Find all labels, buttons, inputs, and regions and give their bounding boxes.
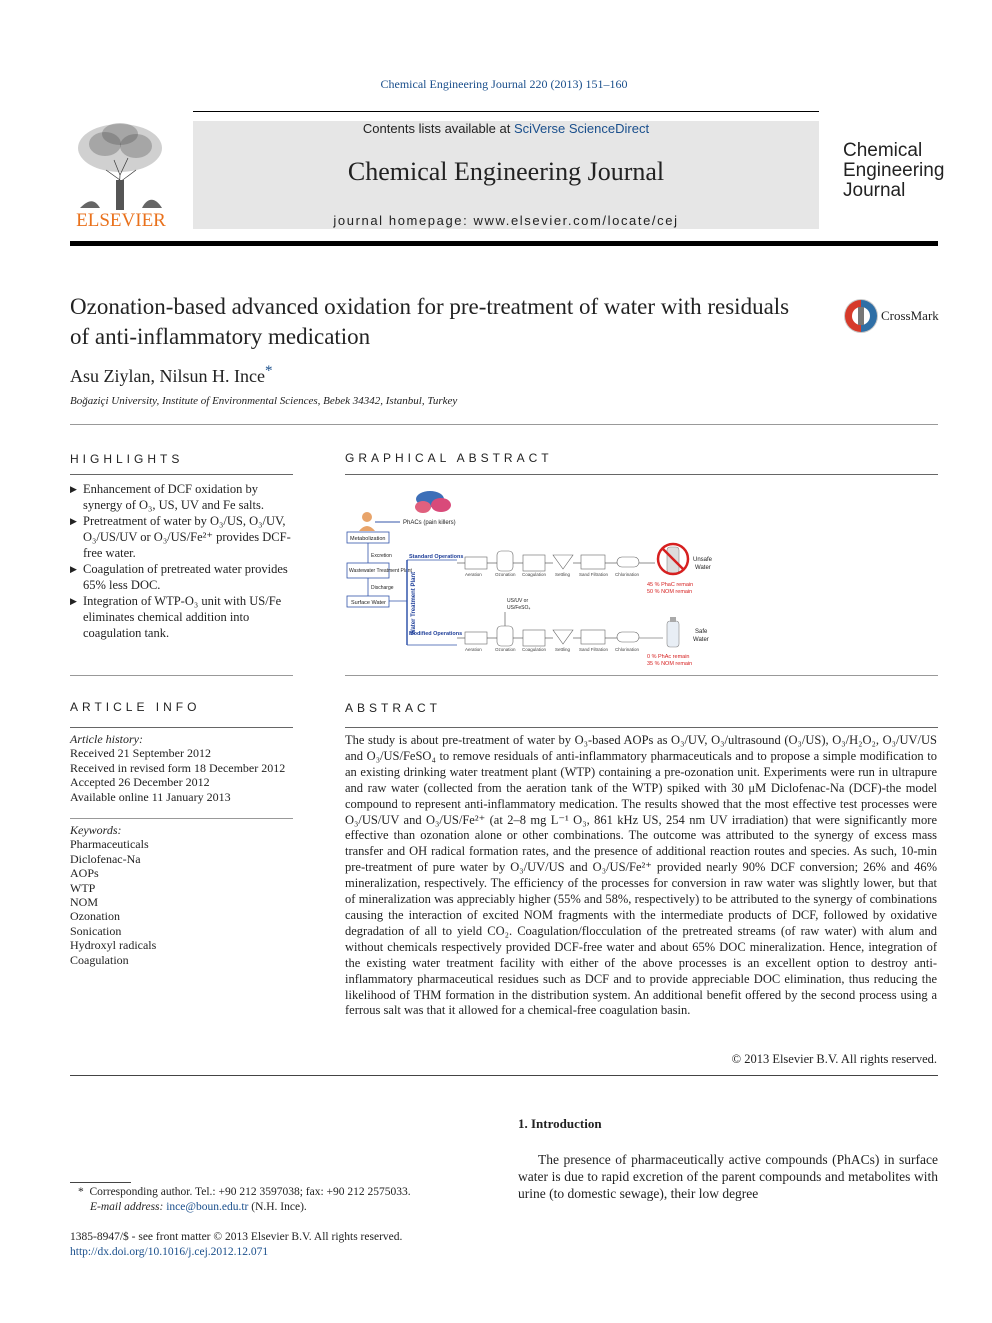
highlights-heading: HIGHLIGHTS	[70, 452, 184, 466]
keyword: AOPs	[70, 866, 99, 881]
journal-citation[interactable]: Chemical Engineering Journal 220 (2013) 151–160	[380, 77, 628, 91]
elsevier-wordmark: ELSEVIER	[76, 210, 166, 231]
step-label: Coagulation	[522, 647, 547, 652]
journal-logo-line: Journal	[843, 180, 906, 201]
keyword: WTP	[70, 880, 96, 895]
elsevier-logo[interactable]	[70, 120, 172, 232]
corresponding-author-footnote	[70, 1185, 490, 1215]
doi-link[interactable]: http://dx.doi.org/10.1016/j.cej.2012.12.071	[70, 1245, 269, 1258]
divider	[70, 474, 293, 475]
issn-block	[70, 1230, 402, 1259]
history-item: Received in revised form 18 December 2012	[70, 760, 286, 775]
graphical-abstract-heading: GRAPHICAL ABSTRACT	[345, 451, 553, 465]
modified-operations-label: Modified Operations	[409, 631, 463, 637]
unsafe-water-label: Water	[695, 565, 711, 571]
divider	[345, 727, 938, 728]
issn-line: 1385-8947/$ - see front matter © 2013 Elsevier B.V. All rights reserved.	[70, 1231, 403, 1243]
uv-option-label: US/FeSO₄	[507, 605, 531, 611]
discharge-label: Discharge	[371, 585, 394, 591]
history-item: Accepted 26 December 2012	[70, 775, 210, 790]
step-label: Sand Filtration	[579, 572, 609, 577]
elsevier-tree-icon	[70, 120, 172, 212]
keyword: Hydroxyl radicals	[70, 938, 157, 953]
keyword: Ozonation	[70, 909, 120, 924]
contents-prefix: Contents lists available at	[362, 121, 514, 136]
chlorination-unit	[617, 557, 639, 567]
wwtp-label: Wastewater Treatment Plant	[349, 568, 412, 574]
crossmark-icon	[843, 298, 879, 334]
surface-water-label: Surface Water	[351, 600, 386, 606]
author-names: Asu Ziylan, Nilsun H. Ince	[70, 366, 265, 386]
journal-logo	[843, 141, 944, 201]
standard-result: 50 % NOM remain	[647, 589, 693, 595]
step-label: Aeration	[465, 647, 482, 652]
keywords-label: Keywords:	[70, 823, 122, 837]
excretion-label: Excretion	[371, 553, 392, 559]
step-label: Coagulation	[522, 572, 547, 577]
coagulation-unit	[523, 630, 545, 646]
highlight-text: Integration of WTP-O₃ unit with US/Fe eliminates chemical addition into coagulation tank.	[83, 594, 282, 640]
modified-result: 35 % NOM remain	[647, 661, 693, 667]
uv-option-label: US/UV or	[507, 598, 529, 604]
standard-train	[465, 551, 639, 571]
journal-logo-line: Engineering	[843, 160, 945, 181]
introduction-text: The presence of pharmaceutically active compounds (PhACs) in surface water is due to rapid excretion of the parent compounds and metabolites with urine (to domestic sewage), their low degree	[518, 1152, 938, 1201]
graphical-abstract-figure	[345, 485, 725, 671]
unsafe-water-label: Unsafe	[693, 557, 713, 563]
divider	[345, 474, 938, 475]
divider	[345, 675, 938, 676]
water-bottle-icon	[667, 617, 679, 647]
list-item	[70, 561, 294, 593]
pills-icon	[415, 491, 451, 513]
divider	[70, 727, 293, 728]
history-item: Received 21 September 2012	[70, 746, 211, 761]
affiliation: Boğaziçi University, Institute of Environmental Sciences, Bebek 34342, Istanbul, Turkey	[70, 395, 458, 407]
ozonation-unit	[497, 626, 513, 646]
keyword: Sonication	[70, 923, 122, 938]
contents-line	[193, 121, 819, 136]
safe-water-label: Water	[693, 637, 709, 643]
modified-result: 0 % PhAc remain	[647, 654, 690, 660]
step-label: Settling	[555, 572, 571, 577]
step-label: Ozonation	[495, 572, 516, 577]
phacs-label: PhACs (pain killers)	[403, 520, 456, 526]
author-list	[70, 363, 272, 387]
settling-unit	[553, 555, 573, 569]
step-label: Aeration	[465, 572, 482, 577]
keyword: Coagulation	[70, 952, 129, 967]
crossmark-badge[interactable]	[843, 298, 943, 334]
divider	[70, 424, 938, 425]
settling-unit	[553, 630, 573, 644]
email-label: E-mail address:	[90, 1201, 164, 1213]
email-suffix: (N.H. Ince).	[248, 1201, 307, 1213]
keyword: Diclofenac-Na	[70, 851, 141, 866]
copyright-notice: © 2013 Elsevier B.V. All rights reserved.	[731, 1052, 937, 1066]
abstract-heading: ABSTRACT	[345, 701, 442, 715]
list-item	[70, 513, 294, 561]
footnote-mark: *	[78, 1186, 84, 1198]
corresponding-author-mark[interactable]: *	[264, 363, 273, 379]
sand-filtration-unit	[581, 555, 605, 569]
no-bottle-icon	[658, 544, 688, 574]
footnote-contact: Corresponding author. Tel.: +90 212 3597038; fax: +90 212 2575033.	[89, 1186, 411, 1198]
article-history	[70, 732, 300, 804]
abstract-text: The study is about pre-treatment of water by O₃-based AOPs as O₃/UV, O₃/ultrasound (O₃/US), O₃/H₂O₂, O₃/UV/US and O₃/US/FeSO₄ to remove residuals of anti-inflammatory pharmaceuticals and to propose a simple modification to an existing drinking water treatment plant (WTP) containing a pre-ozonation unit. Experiments were run in ultrapure and raw water (collected from the aeration tank of the WTP) spiked with 30 μM Diclofenac-Na (DCF)-the model compound to represent anti-inflammatory medication. The results showed that the most effective test processes were O₃/US/UV and O₃/US/Fe²⁺ (at 2–8 mg L⁻¹ O₃, 861 kHz US, 254 nm UV irradiation) that were significantly more effective than ozonation alone or other combinations. The outcome was attributed to the synergy of excess mass transfer and OH radical formation rates, and the presence of additional reaction routes and species. As such, 10-min pre-treatment of pure water by O₃/UV/US and O₃/US/Fe²⁺ provided nearly 90% DCF conversion; 26% and 46% mineralization, respectively. The efficiency of the processes for conversion in raw water was slightly lower, but that of mineralization was appreciably higher (55% and 58%, respectively) to be attributed to the synergy of combinations causing the interaction of excited NOM fragments with the intermediate products of DCF, followed by oxidative degradation of all to yield CO₂. Coagulation/flocculation of the pretreated streams (of raw water) with alum and without chemicals respectively provided DCF-free water and about 65% DOC mineralization. Hence, integration of the existing water treatment facility with either of the above processes is an excellent option to destroy anti-inflammatory pharmaceutical residues such as DCF and to provide appreciable DOC elimination, thus reducing the likelihood of THM formation in the distribution system. An additional benefit offered by the second process using a ferrous salt was that it allowed for a chemical-free coagulation basin.	[345, 733, 937, 1018]
journal-name: Chemical Engineering Journal	[347, 157, 665, 186]
step-label: Chlorination	[615, 572, 640, 577]
metabolization-label: Metabolization	[350, 536, 386, 542]
divider	[70, 1075, 938, 1076]
divider	[70, 818, 293, 819]
person-icon	[359, 512, 375, 531]
journal-logo-line: Chemical	[843, 140, 923, 161]
safe-water-label: Safe	[695, 629, 708, 635]
highlights-list	[70, 481, 294, 641]
keyword: Pharmaceuticals	[70, 837, 149, 852]
list-item	[70, 481, 294, 513]
crossmark-label: CrossMark	[881, 308, 939, 323]
history-item: Available online 11 January 2013	[70, 789, 231, 804]
chlorination-unit	[617, 632, 639, 642]
step-label: Settling	[555, 647, 571, 652]
introduction-heading: 1. Introduction	[518, 1116, 602, 1131]
step-label: Chlorination	[615, 647, 640, 652]
list-item	[70, 593, 294, 641]
aeration-unit	[465, 557, 487, 569]
highlight-text: Enhancement of DCF oxidation by synergy of O₃, US, UV and Fe salts.	[83, 482, 264, 512]
sand-filtration-unit	[581, 630, 605, 644]
bullet-triangle-icon: ▶	[70, 596, 77, 606]
history-label: Article history:	[70, 732, 143, 746]
bullet-triangle-icon: ▶	[70, 516, 77, 526]
step-label: Ozonation	[495, 647, 516, 652]
standard-result: 45 % PhaC remain	[647, 582, 694, 588]
article-title: Ozonation-based advanced oxidation for pre-treatment of water with residuals of anti-inflammatory medication	[70, 294, 790, 349]
keyword: NOM	[70, 895, 99, 910]
standard-operations-label: Standard Operations	[409, 554, 464, 560]
article-info-heading: ARTICLE INFO	[70, 700, 201, 714]
header-top-rule	[193, 111, 819, 112]
divider	[70, 675, 293, 676]
wtp-label: Water Treatment Plant	[411, 571, 417, 635]
header-thick-rule	[70, 241, 938, 246]
keywords	[70, 823, 300, 967]
footnote-rule	[70, 1182, 131, 1183]
aeration-unit	[465, 632, 487, 644]
bullet-triangle-icon: ▶	[70, 484, 77, 494]
sciencedirect-link[interactable]: SciVerse ScienceDirect	[513, 121, 650, 136]
coagulation-unit	[523, 555, 545, 571]
modified-train	[465, 626, 639, 646]
journal-homepage[interactable]: journal homepage: www.elsevier.com/locate/cej	[333, 213, 679, 228]
step-label: Sand Filtration	[579, 647, 609, 652]
ozonation-unit	[497, 551, 513, 571]
highlight-text: Pretreatment of water by O₃/US, O₃/UV, O₃/US/UV or O₃/US/Fe²⁺ provides DCF-free water.	[83, 514, 291, 560]
bullet-triangle-icon: ▶	[70, 564, 77, 574]
highlight-text: Coagulation of pretreated water provides 65% less DOC.	[83, 562, 288, 592]
email-link[interactable]: ince@boun.edu.tr	[166, 1201, 249, 1213]
